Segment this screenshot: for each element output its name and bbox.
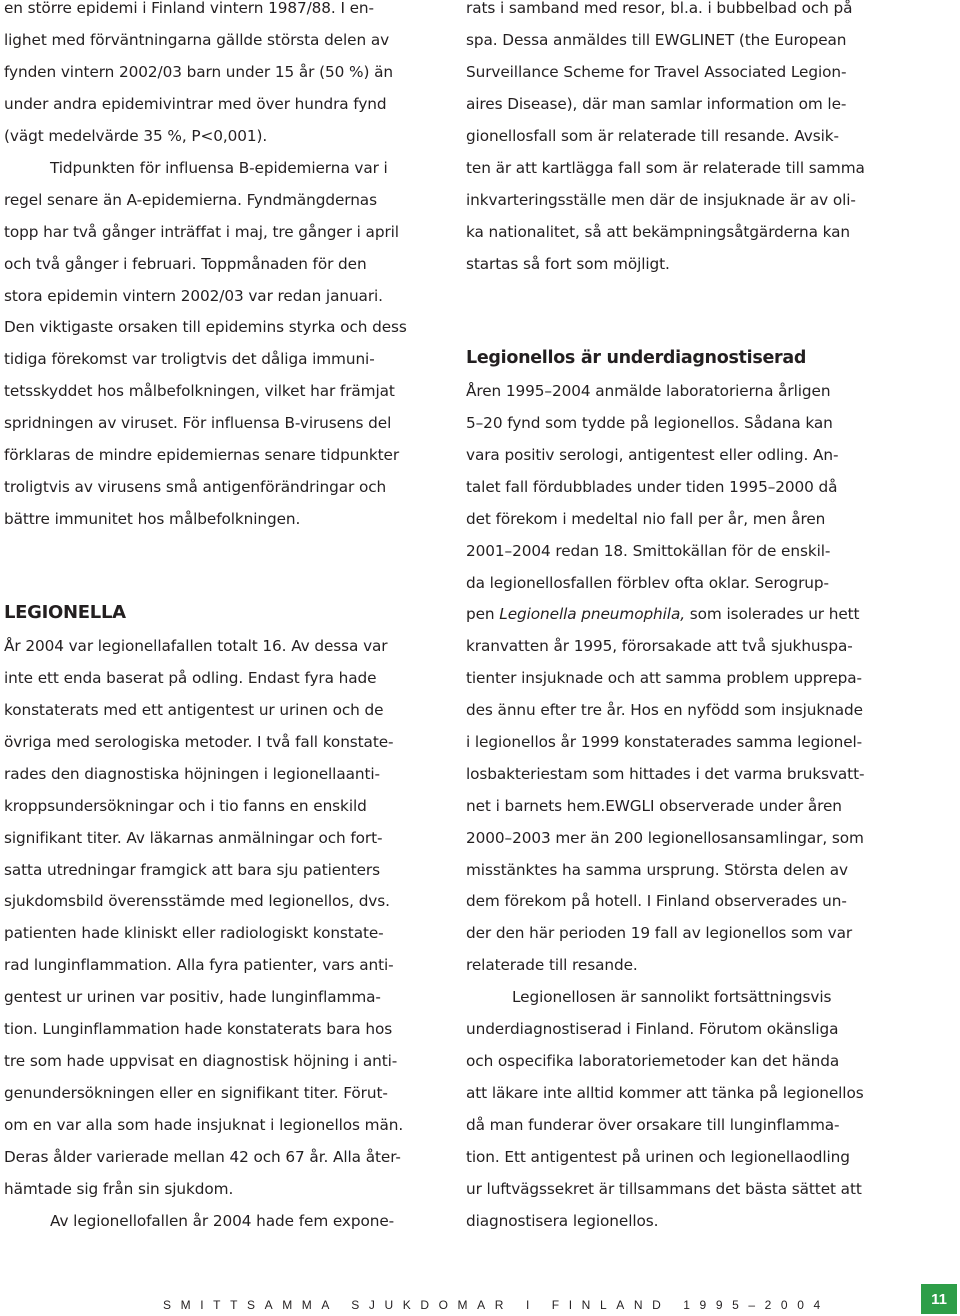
text-line: der den här perioden 19 fall av legionellos som var (466, 924, 853, 942)
text-line: topp har två gånger inträffat i maj, tre gånger i april (4, 223, 399, 241)
text-line: under andra epidemivintrar med över hundra fynd (4, 95, 387, 113)
text-line: stora epidemin vintern 2002/03 var redan januari. (4, 287, 383, 305)
text-line: underdiagnostiserad i Finland. Förutom okänsliga (466, 1020, 839, 1038)
text-line: Den viktigaste orsaken till epidemins styrka och dess (4, 318, 407, 336)
text-line: fynden vintern 2002/03 barn under 15 år (50 %) än (4, 63, 393, 81)
text-line: en större epidemi i Finland vintern 1987/88. I en- (4, 0, 374, 17)
text-line: dem förekom på hotell. I Finland observerades un- (466, 892, 847, 910)
text-line: Deras ålder varierade mellan 42 och 67 år. Alla åter- (4, 1148, 401, 1166)
text-span: som isolerades ur hett (685, 605, 860, 623)
text-line: kroppsundersökningar och i tio fanns en enskild (4, 797, 367, 815)
text-line: rades den diagnostiska höjningen i legionellaanti- (4, 765, 380, 783)
text-line: hämtade sig från sin sjukdom. (4, 1180, 234, 1198)
text-line: signifikant titer. Av läkarnas anmälningar och fort- (4, 829, 383, 847)
text-line: des ännu efter tre år. Hos en nyfödd som insjuknade (466, 701, 863, 719)
section-heading-underdiagnosed: Legionellos är underdiagnostiserad (466, 348, 807, 368)
species-name: Legionella pneumophila, (499, 605, 685, 623)
text-line: (vägt medelvärde 35 %, P<0,001). (4, 127, 268, 145)
text-line: inte ett enda baserat på odling. Endast fyra hade (4, 669, 377, 687)
text-line: ten är att kartlägga fall som är relaterade till samma (466, 159, 865, 177)
text-line: Surveillance Scheme for Travel Associated Legion- (466, 63, 847, 81)
text-line: da legionellosfallen förblev ofta oklar. Serogrup- (466, 574, 829, 592)
footer-series-title: SMITTSAMMA SJUKDOMAR I FINLAND 1995–2004 (163, 1298, 830, 1312)
text-line: aires Disease), där man samlar information om le- (466, 95, 847, 113)
text-line: det förekom i medeltal nio fall per år, men åren (466, 510, 826, 528)
section-heading-legionella: LEGIONELLA (4, 602, 126, 623)
text-line: 5–20 fynd som tydde på legionellos. Sådana kan (466, 414, 833, 432)
text-line: då man funderar över orsakare till lunginflamma- (466, 1116, 840, 1134)
text-line: rats i samband med resor, bl.a. i bubbelbad och på (466, 0, 853, 17)
text-line: tienter insjuknade och att samma problem upprepa- (466, 669, 862, 687)
text-line: startas så fort som möjligt. (466, 255, 670, 273)
text-line: lighet med förväntningarna gällde största delen av (4, 31, 390, 49)
text-span: pen (466, 605, 500, 623)
text-line: sjukdomsbild överensstämde med legionellos, dvs. (4, 892, 390, 910)
text-line: förklaras de mindre epidemiernas senare tidpunkter (4, 446, 400, 464)
text-line: tion. Ett antigentest på urinen och legionellaodling (466, 1148, 850, 1166)
text-line: patienten hade kliniskt eller radiologiskt konstate- (4, 924, 384, 942)
page-number-badge: 11 (921, 1284, 957, 1314)
text-line-species (466, 604, 859, 624)
text-line: konstaterats med ett antigentest ur urinen och de (4, 701, 384, 719)
text-line: rad lunginflammation. Alla fyra patienter, vars anti- (4, 956, 394, 974)
text-line: Tidpunkten för influensa B-epidemierna var i (50, 159, 388, 177)
text-line: diagnostisera legionellos. (466, 1212, 659, 1230)
text-line: net i barnets hem.EWGLI observerade under åren (466, 797, 842, 815)
text-line: tion. Lunginflammation hade konstaterats bara hos (4, 1020, 393, 1038)
text-line: Av legionellofallen år 2004 hade fem expone- (50, 1212, 395, 1230)
text-line: om en var alla som hade insjuknat i legionellos män. (4, 1116, 404, 1134)
text-line: regel senare än A-epidemierna. Fyndmängdernas (4, 191, 377, 209)
text-line: 2001–2004 redan 18. Smittokällan för de enskil- (466, 542, 831, 560)
text-line: och två gånger i februari. Toppmånaden för den (4, 255, 367, 273)
text-line: År 2004 var legionellafallen totalt 16. Av dessa var (4, 637, 388, 655)
text-line: losbakteriestam som hittades i det varma bruksvatt- (466, 765, 865, 783)
text-line: att läkare inte alltid kommer att tänka på legionellos (466, 1084, 864, 1102)
text-line: gionellosfall som är relaterade till resande. Avsik- (466, 127, 839, 145)
text-line: kranvatten år 1995, förorsakade att två sjukhuspa- (466, 637, 853, 655)
text-line: vara positiv serologi, antigentest eller odling. An- (466, 446, 839, 464)
text-line: Legionellosen är sannolikt fortsättningsvis (512, 988, 832, 1006)
text-line: och ospecifika laboratoriemetoder kan det hända (466, 1052, 840, 1070)
text-line: tidiga förekomst var troligtvis det dåliga immuni- (4, 350, 375, 368)
text-line: misstänktes ha samma ursprung. Största delen av (466, 861, 848, 879)
text-line: 2000–2003 mer än 200 legionellosansamlingar, som (466, 829, 864, 847)
text-line: tetsskyddet hos målbefolkningen, vilket har främjat (4, 382, 395, 400)
text-line: ka nationalitet, så att bekämpningsåtgärderna kan (466, 223, 850, 241)
text-line: övriga med serologiska metoder. I två fall konstate- (4, 733, 394, 751)
text-line: Åren 1995–2004 anmälde laboratorierna årligen (466, 382, 831, 400)
text-line: tre som hade uppvisat en diagnostisk höjning i anti- (4, 1052, 398, 1070)
text-line: i legionellos år 1999 konstaterades samma legionel- (466, 733, 863, 751)
text-line: bättre immunitet hos målbefolkningen. (4, 510, 301, 528)
text-line: troligtvis av virusens små antigenförändringar och (4, 478, 387, 496)
text-line: spa. Dessa anmäldes till EWGLINET (the European (466, 31, 847, 49)
text-line: talet fall fördubblades under tiden 1995–2000 då (466, 478, 838, 496)
text-line: gentest ur urinen var positiv, hade lunginflamma- (4, 988, 381, 1006)
text-line: satta utredningar framgick att bara sju patienters (4, 861, 380, 879)
text-line: spridningen av viruset. För influensa B-virusens del (4, 414, 392, 432)
text-line: ur luftvägssekret är tillsammans det bästa sättet att (466, 1180, 862, 1198)
text-line: relaterade till resande. (466, 956, 638, 974)
text-line: genundersökningen eller en signifikant titer. Förut- (4, 1084, 388, 1102)
text-line: inkvarteringsställe men där de insjuknade är av oli- (466, 191, 856, 209)
